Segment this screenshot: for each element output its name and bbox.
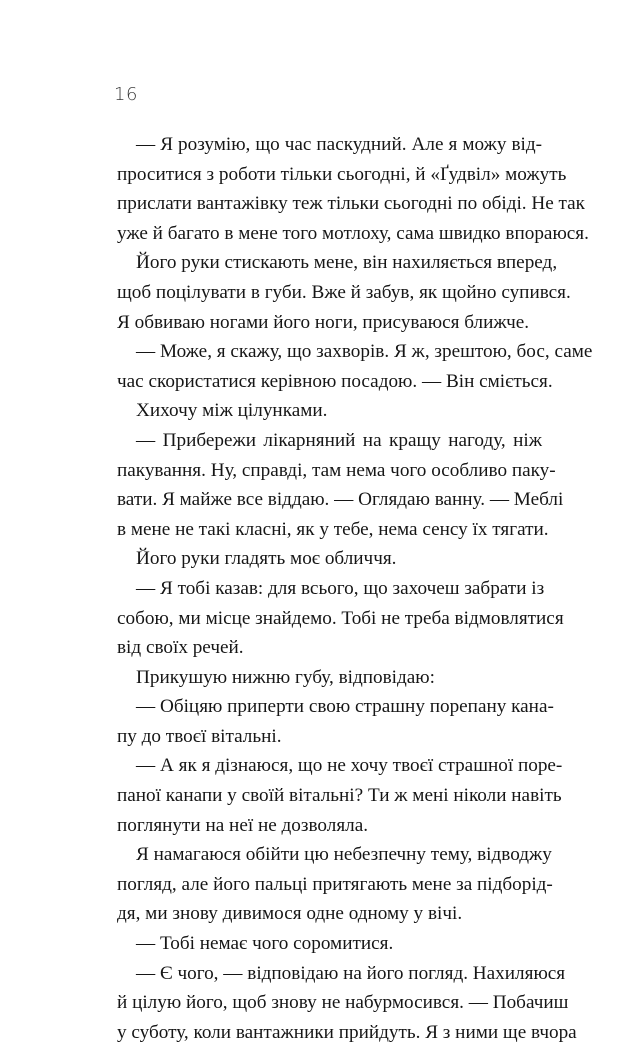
text-line: й цілую його, щоб знову не набурмосився. — Побачиш (117, 992, 569, 1014)
text-line: — А як я дізнаюся, що не хочу твоєї страшної поре- (136, 755, 563, 777)
text-line: — Є чого, — відповідаю на його погляд. Нахиляюся (136, 962, 566, 984)
text-line: уже й багато в мене того мотлоху, сама швидко впораюся. (117, 222, 589, 244)
text-line: — Я розумію, що час паскудний. Але я можу від- (136, 134, 542, 155)
text-line: Його руки гладять моє обличчя. (136, 548, 397, 570)
body-text (117, 130, 593, 1047)
text-line: від своїх речей. (117, 637, 244, 659)
text-line: — Тобі немає чого соромитися. (136, 933, 394, 955)
text-line: проситися з роботи тільки сьогодні, й «Ґудвіл» можуть (117, 163, 567, 185)
text-line: — Обіцяю приперти свою страшну порепану кана- (136, 696, 554, 718)
text-line: поглянути на неї не дозволяла. (117, 814, 369, 836)
text-line: собою, ми місце знайдемо. Тобі не треба відмовлятися (117, 607, 564, 629)
text-line: пу до твоєї вітальні. (117, 725, 282, 747)
text-line: паної канапи у своїй вітальні? Ти ж мені ніколи навіть (117, 785, 562, 807)
text-line: час скористатися керівною посадою. — Він сміється. (117, 370, 553, 392)
text-line: пакування. Ну, справді, там нема чого особливо паку- (117, 459, 556, 481)
text-line: прислати вантажівку теж тільки сьогодні по обіді. Не так (117, 193, 586, 215)
text-line: Я намагаюся обійти цю небезпечну тему, відводжу (136, 844, 552, 866)
text-line: в мене не такі класні, як у тебе, нема сенсу їх тягати. (117, 518, 549, 540)
text-line: Хихочу між цілунками. (136, 400, 328, 422)
text-line: — Я тобі казав: для всього, що захочеш забрати із (136, 577, 545, 599)
text-line: погляд, але його пальці притягають мене за підборід- (117, 873, 553, 895)
text-line: дя, ми знову дивимося одне одному у вічі. (117, 903, 463, 925)
text-line: Його руки стискають мене, він нахиляється вперед, (136, 252, 558, 274)
page-number: 16 (114, 84, 138, 105)
text-line: Прикушую нижню губу, відповідаю: (136, 666, 435, 688)
text-line: вати. Я майже все віддаю. — Оглядаю ванну. — Меблі (117, 489, 564, 511)
text-line: Я обвиваю ногами його ноги, присуваюся ближче. (117, 311, 530, 333)
text-line: — Прибережи лікарняний на кращу нагоду, ніж (136, 429, 542, 451)
text-line: у суботу, коли вантажники прийдуть. Я з ними ще вчора (117, 1021, 577, 1043)
text-line: — Може, я скажу, що захворів. Я ж, зрештою, бос, саме (136, 341, 593, 363)
text-line: щоб поцілувати в губи. Вже й забув, як щойно супився. (117, 281, 571, 303)
